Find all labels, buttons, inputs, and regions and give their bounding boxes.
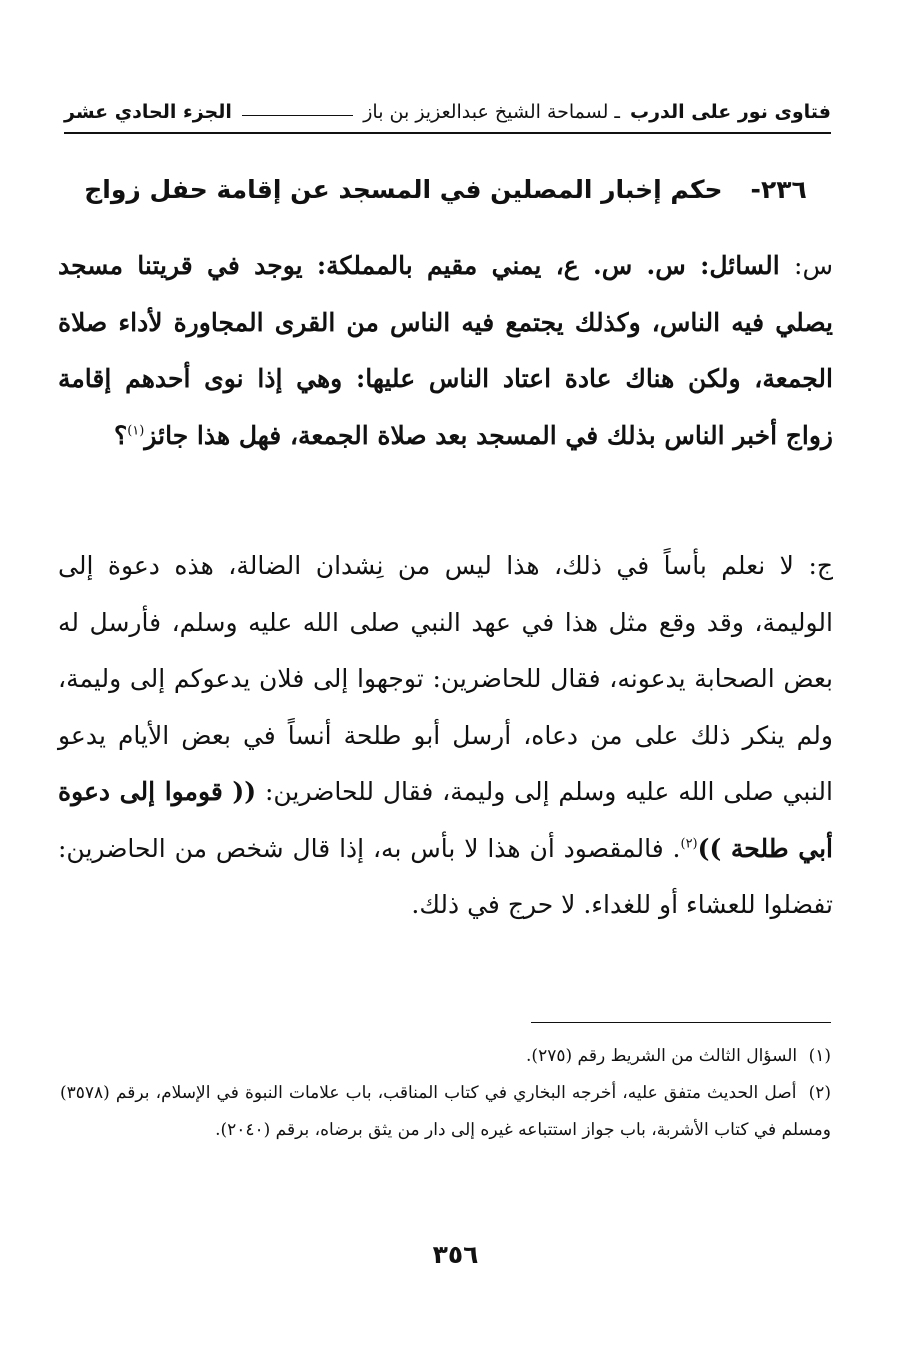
- footnote-text: السؤال الثالث من الشريط رقم (٢٧٥).: [526, 1046, 798, 1066]
- page-number: ٣٥٦: [432, 1240, 479, 1269]
- answer-text-before: لا نعلم بأساً في ذلك، هذا ليس من نِشدان الضالة، هذه دعوة إلى الوليمة، وقد وقع مثل هذا في عهد النبي صلى الله عليه وسلم، فأرسل له بعض الصحابة يدعونه، فقال للحاضرين: توجهوا إلى فلان يدعوكم إلى وليمة، ولم ينكر ذلك على من دعاه، أرسل أبو طلحة أنساً في بعض الأيام يدعو النبي صلى الله عليه وسلم إلى وليمة، فقال للحاضرين:: [58, 551, 833, 806]
- book-title: فتاوى نور على الدرب: [630, 101, 831, 123]
- running-header: [64, 92, 831, 132]
- fatwa-number: ٢٣٦-: [750, 175, 807, 204]
- footnote-text: أصل الحديث متفق عليه، أخرجه البخاري في كتاب المناقب، باب علامات النبوة في الإسلام، برقم (٣٥٧٨) ومسلم في كتاب الأشربة، باب جواز استتباعه غيره إلى دار من يثق برضاه، برقم (٢٠٤٠).: [60, 1083, 831, 1140]
- answer-text-after: . فالمقصود أن هذا لا بأس به، إذا قال شخص من الحاضرين: تفضلوا للعشاء أو للغداء. لا حرج في ذلك.: [58, 833, 833, 919]
- fatwa-heading: [60, 168, 831, 212]
- footnote-number: (٢): [808, 1083, 831, 1103]
- hadith-quote: (( قوموا إلى دعوة أبي طلحة )): [58, 777, 833, 863]
- volume-label: الجزء الحادي عشر: [64, 101, 232, 123]
- question-label: س:: [794, 251, 833, 280]
- footnote-ref-2[interactable]: (٢): [680, 836, 698, 852]
- question-text: السائل: س. س. ع، يمني مقيم بالمملكة: يوجد في قريتنا مسجد يصلي فيه الناس، وكذلك يجتمع فيه الناس من القرى المجاورة لأداء صلاة الجمعة، ولكن هناك عادة اعتاد الناس عليها: وهي إذا نوى أحدهم إقامة زواج أخبر الناس بذلك في المسجد بعد صلاة الجمعة، فهل هذا جائز: [58, 251, 833, 450]
- footnote-1: [60, 1038, 831, 1075]
- footnotes: [60, 1038, 831, 1149]
- header-rule: [64, 132, 831, 134]
- footnote-number: (١): [808, 1046, 831, 1066]
- footnote-ref-1[interactable]: (١): [127, 423, 145, 439]
- author-name: ـ لسماحة الشيخ عبدالعزيز بن باز: [363, 101, 620, 123]
- question-paragraph: [58, 238, 833, 464]
- answer-label: ج:: [808, 551, 833, 580]
- fatwa-title: حكم إخبار المصلين في المسجد عن إقامة حفل زواج: [84, 175, 723, 204]
- answer-paragraph: [58, 538, 833, 934]
- question-mark: ؟: [113, 420, 128, 450]
- footnote-2: [60, 1075, 831, 1149]
- footnote-separator: [531, 1022, 831, 1023]
- header-dash-line: [242, 115, 353, 116]
